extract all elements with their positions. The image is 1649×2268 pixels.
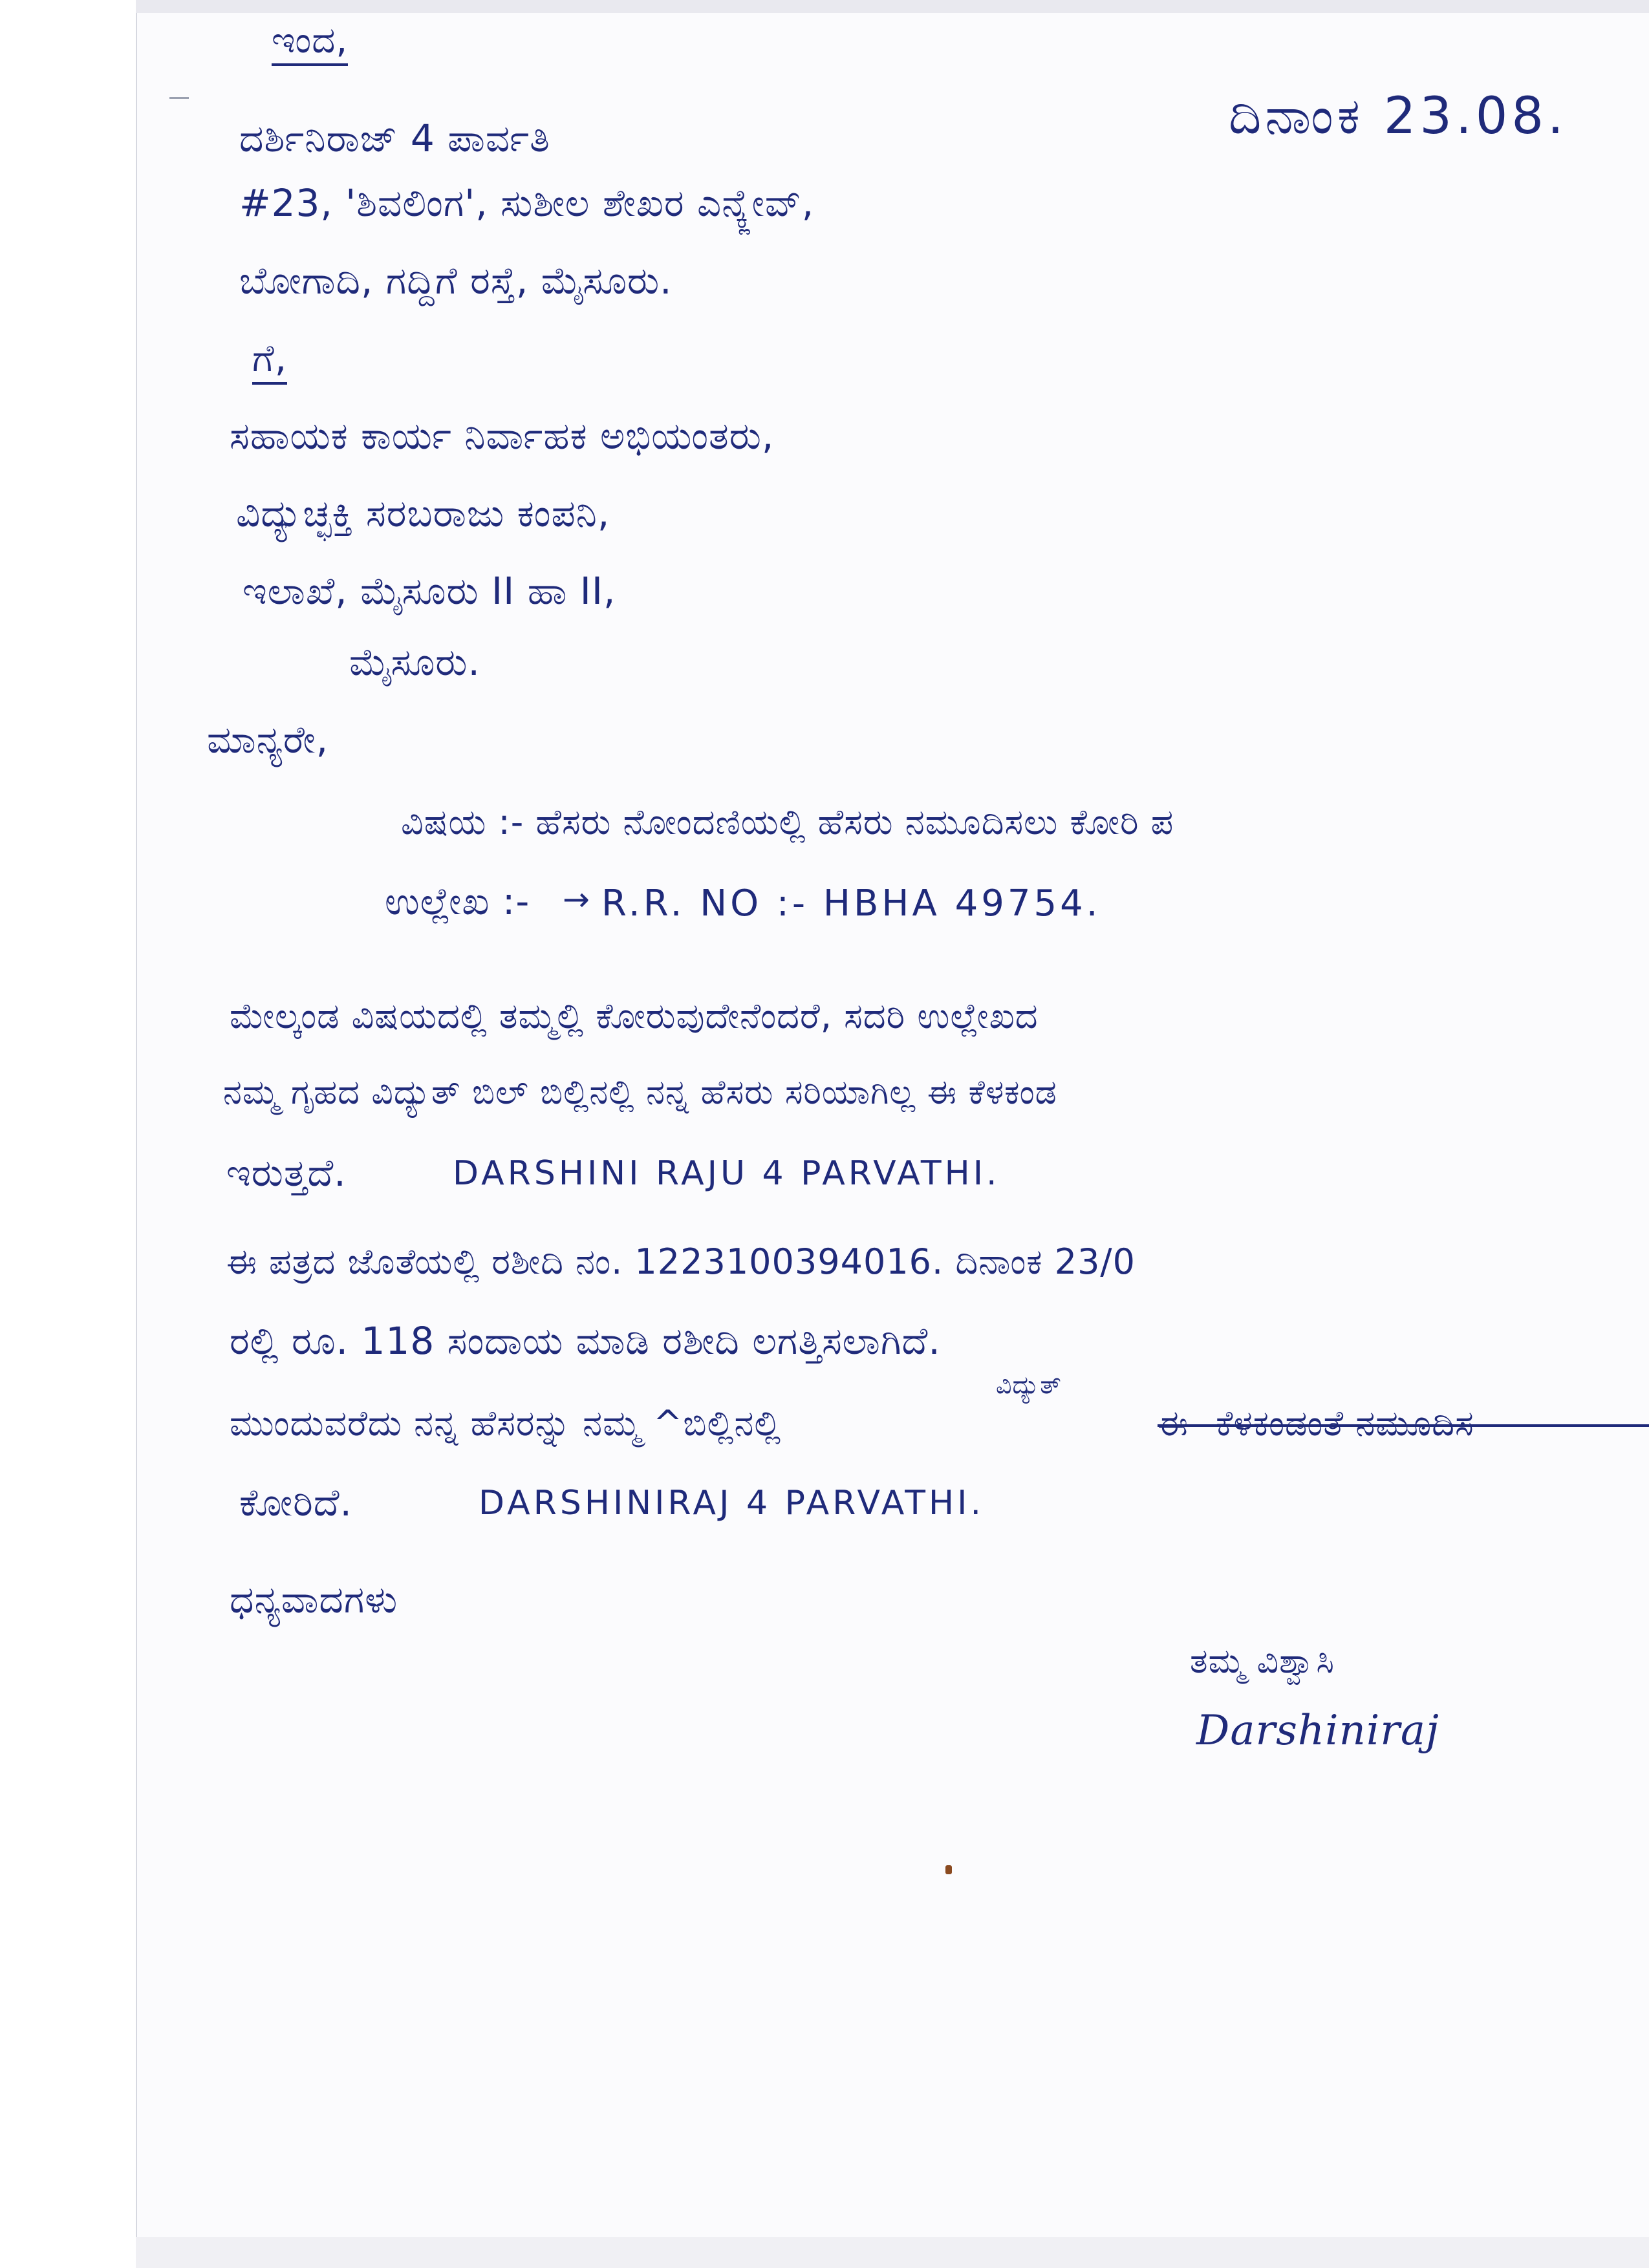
to-label: ಗೆ, [252,336,287,385]
body-line-5: ರಲ್ಲಿ ರೂ. 118 ಸಂದಾಯ ಮಾಡಿ ರಶೀದಿ ಲಗತ್ತಿಸಲಾಗಿದೆ. [230,1319,941,1363]
salutation: ಮಾನ್ಯರೇ, [207,718,329,762]
from-label: ಇಂದ, [272,19,348,66]
body-line-1: ಮೇಲ್ಕಂಡ ವಿಷಯದಲ್ಲಿ ತಮ್ಮಲ್ಲಿ ಕೋರುವುದೇನೆಂದರೆ, ಸದರಿ ಉಲ್ಲೇಖದ [230,996,1039,1036]
scan-bottom-edge [136,2237,1649,2268]
body-line-7: ಕೋರಿದೆ. [239,1481,352,1524]
margin-mark [169,97,189,99]
sender-address-line-1: #23, 'ಶಿವಲಿಂಗ', ಸುಶೀಲ ಶೇಖರ ಎನ್ಕ್ಲೇವ್, [239,181,815,225]
sender-name: ದರ್ಶಿನಿರಾಜ್ 4 ಪಾರ್ವತಿ [239,116,550,160]
recipient-line-4: ಮೈಸೂರು. [349,640,480,684]
subject-line: ವಿಷಯ :- ಹೆಸರು ನೋಂದಣಿಯಲ್ಲಿ ಹೆಸರು ನಮೂದಿಸಲು ಕೋರಿ ಪ [401,802,1174,842]
struck-word: ಈ [1158,1403,1649,1444]
ink-speck [945,1865,952,1874]
scan-top-edge [136,0,1649,13]
applicant-name-1: DARSHINI RAJU 4 PARVATHI. [453,1154,1000,1193]
signature: Darshiniraj [1196,1707,1439,1755]
body-line-2: ನಮ್ಮ ಗೃಹದ ವಿದ್ಯುತ್ ಬಿಲ್ ಬಿಲ್ಲಿನಲ್ಲಿ ನನ್ನ ಹೆಸರು ಸರಿಯಾಗಿಲ್ಲ ಈ ಕೆಳಕಂಡ [223,1073,1057,1112]
applicant-name-2: DARSHINIRAJ 4 PARVATHI. [479,1484,984,1523]
closing: ತಮ್ಮ ವಿಶ್ವಾಸಿ [1190,1642,1335,1681]
letter-date: ದಿನಾಂಕ 23.08. [1229,87,1568,145]
reference-label: ಉಲ್ಲೇಖ :- [385,879,530,923]
body-line-4: ಈ ಪತ್ರದ ಜೊತೆಯಲ್ಲಿ ರಶೀದಿ ನಂ. 1223100394016. ದಿನಾಂಕ 23/0 [226,1241,1136,1282]
thanks: ಧನ್ಯವಾದಗಳು [230,1578,398,1621]
recipient-line-1: ಸಹಾಯಕ ಕಾರ್ಯ ನಿರ್ವಾಹಕ ಅಭಿಯಂತರು, [230,414,775,458]
recipient-line-2: ವಿದ್ಯುಚ್ಛಕ್ತಿ ಸರಬರಾಜು ಕಂಪನಿ, [236,491,610,535]
sender-address-line-2: ಬೋಗಾದಿ, ಗದ್ದಿಗೆ ರಸ್ತೆ, ಮೈಸೂರು. [239,259,673,303]
body-line-3-kannada: ಇರುತ್ತದೆ. [226,1151,347,1195]
inserted-word: ವಿದ್ಯುತ್ [996,1371,1062,1399]
reference-number: R.R. NO :- HBHA 49754. [601,883,1101,925]
body-line-6: ಮುಂದುವರೆದು ನನ್ನ ಹೆಸರನ್ನು ನಮ್ಮ ^ಬಿಲ್ಲಿನಲ್ಲಿ [230,1403,782,1444]
body-line-6-end: ಕೆಳಕಂಡಂತೆ ನಮೂದಿಸ [1216,1403,1474,1444]
arrow-icon: → [563,881,590,918]
letter-sheet [136,13,1649,2268]
recipient-line-3: ಇಲಾಖೆ, ಮೈಸೂರು II ಹಾ II, [242,569,616,613]
